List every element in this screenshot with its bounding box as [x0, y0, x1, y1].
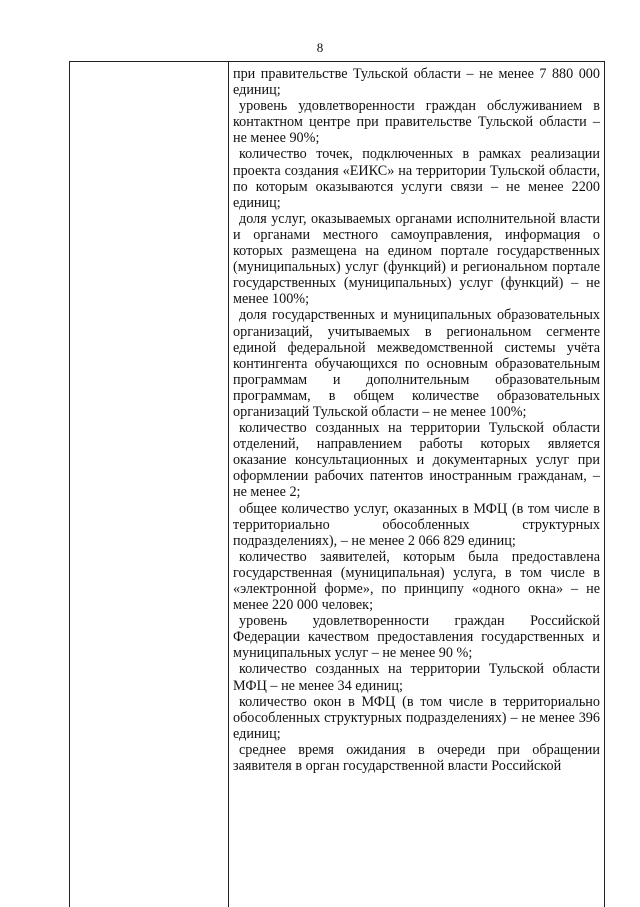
indicator-paragraph: уровень удовлетворенности граждан обслуживанием в контактном центре при правительстве Тульской области – не менее 90%; [233, 98, 600, 147]
page-number: 8 [316, 40, 324, 55]
table-left-column [70, 62, 229, 907]
indicator-paragraph: среднее время ожидания в очереди при обращении заявителя в орган государственной власти Российской [233, 741, 600, 775]
indicator-paragraph: количество окон в МФЦ (в том числе в территориально обособленных структурных подразделениях) – не менее 396 единиц; [233, 693, 600, 742]
table-right-column [229, 66, 604, 774]
indicator-paragraph: при правительстве Тульской области – не менее 7 880 000 единиц; [233, 66, 600, 99]
indicator-paragraph: количество заявителей, которым была предоставлена государственная (муниципальная) услуга, в том числе в «электронной форме», по принципу «одного окна» – не менее 220 000 человек; [233, 548, 600, 614]
indicator-paragraph: доля услуг, оказываемых органами исполнительной власти и органами местного самоуправления, информация о которых размещена на едином портале государственных (муниципальных) услуг (функций) и региональном портале государственных (муниципальных) услуг (функций) – не менее 100%; [233, 210, 600, 308]
indicator-paragraph: количество точек, подключенных в рамках реализации проекта создания «ЕИКС» на территории Тульской области, по которым оказываются услуги связи – не менее 2200 единиц; [233, 146, 600, 211]
indicator-paragraph: общее количество услуг, оказанных в МФЦ (в том числе в территориально обособленных структурных подразделениях), – не менее 2 066 829 единиц; [233, 500, 600, 549]
indicator-paragraph: количество созданных на территории Тульской области отделений, направлением работы которых является оказание консультационных и документарных услуг при оформлении рабочих патентов иностранным гражданам, – не менее 2; [233, 420, 600, 501]
document-table [69, 61, 605, 907]
indicator-paragraph: уровень удовлетворенности граждан Российской Федерации качеством предоставления государственных и муниципальных услуг – не менее 90 %; [233, 613, 600, 662]
indicator-paragraph: количество созданных на территории Тульской области МФЦ – не менее 34 единиц; [233, 661, 600, 694]
indicator-paragraph: доля государственных и муниципальных образовательных организаций, учитываемых в региональном сегменте единой федеральной межведомственной системы учёта контингента обучающихся по основным образовательным программам и дополнительным образовательным программам, в общем количестве образовательных организаций Тульской области – не менее 100%; [233, 307, 600, 420]
